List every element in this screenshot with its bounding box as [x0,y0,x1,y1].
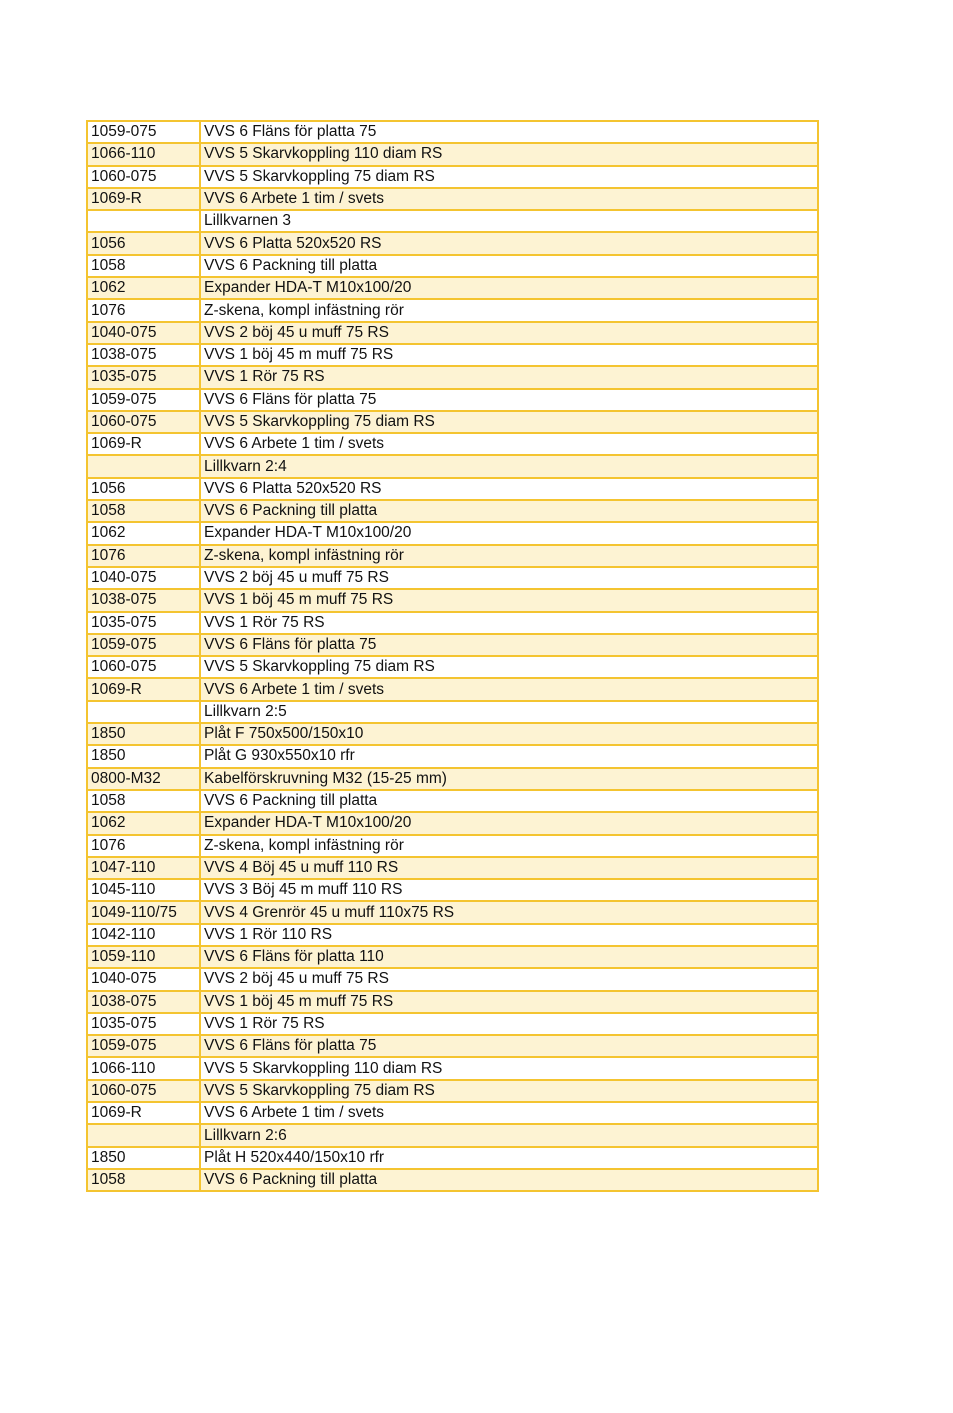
table-row [87,455,818,477]
table-row [87,121,818,143]
description-cell: Kabelförskruvning M32 (15-25 mm) [200,768,818,790]
table-row [87,411,818,433]
article-number-cell: 1059-075 [87,389,200,411]
description-cell: VVS 1 Rör 75 RS [200,612,818,634]
article-number-cell: 1069-R [87,433,200,455]
description-cell: Expander HDA-T M10x100/20 [200,812,818,834]
table-row [87,901,818,923]
table-row [87,277,818,299]
table-row [87,946,818,968]
article-number-cell: 1060-075 [87,656,200,678]
article-number-cell: 1060-075 [87,411,200,433]
article-number-cell: 1038-075 [87,344,200,366]
description-cell: VVS 6 Packning till platta [200,1169,818,1191]
description-cell: VVS 1 böj 45 m muff 75 RS [200,344,818,366]
article-number-cell: 1035-075 [87,612,200,634]
table-row [87,1147,818,1169]
table-row [87,433,818,455]
description-cell: Lillkvarn 2:5 [200,701,818,723]
description-cell: VVS 6 Packning till platta [200,790,818,812]
table-row [87,166,818,188]
article-number-cell: 0800-M32 [87,768,200,790]
table-row [87,589,818,611]
table-row [87,991,818,1013]
description-cell: Expander HDA-T M10x100/20 [200,277,818,299]
description-cell: VVS 6 Arbete 1 tim / svets [200,1102,818,1124]
description-cell: VVS 2 böj 45 u muff 75 RS [200,322,818,344]
article-number-cell: 1047-110 [87,857,200,879]
table-row [87,701,818,723]
description-cell: VVS 1 böj 45 m muff 75 RS [200,589,818,611]
article-number-cell: 1058 [87,790,200,812]
table-row [87,567,818,589]
article-number-cell: 1049-110/75 [87,901,200,923]
description-cell: Lillkvarn 2:4 [200,455,818,477]
table-row [87,612,818,634]
description-cell: VVS 6 Arbete 1 tim / svets [200,678,818,700]
table-row [87,143,818,165]
description-cell: VVS 6 Fläns för platta 110 [200,946,818,968]
table-row [87,835,818,857]
table-row [87,1057,818,1079]
description-cell: VVS 4 Böj 45 u muff 110 RS [200,857,818,879]
article-number-cell: 1042-110 [87,924,200,946]
table-row [87,1169,818,1191]
description-cell: VVS 6 Fläns för platta 75 [200,1035,818,1057]
article-number-cell: 1076 [87,545,200,567]
description-cell: VVS 5 Skarvkoppling 75 diam RS [200,411,818,433]
table-row [87,812,818,834]
table-row [87,389,818,411]
table-row [87,255,818,277]
article-number-cell [87,455,200,477]
article-number-cell: 1066-110 [87,143,200,165]
article-number-cell: 1850 [87,723,200,745]
table-row [87,857,818,879]
description-cell: VVS 5 Skarvkoppling 110 diam RS [200,1057,818,1079]
parts-table-body [87,121,818,1191]
article-number-cell: 1056 [87,232,200,254]
article-number-cell: 1058 [87,255,200,277]
description-cell: VVS 6 Platta 520x520 RS [200,232,818,254]
description-cell: Expander HDA-T M10x100/20 [200,522,818,544]
description-cell: VVS 3 Böj 45 m muff 110 RS [200,879,818,901]
article-number-cell: 1040-075 [87,968,200,990]
table-row [87,879,818,901]
article-number-cell: 1062 [87,522,200,544]
description-cell: Z-skena, kompl infästning rör [200,299,818,321]
description-cell: VVS 4 Grenrör 45 u muff 110x75 RS [200,901,818,923]
article-number-cell: 1850 [87,745,200,767]
description-cell: VVS 1 Rör 75 RS [200,1013,818,1035]
article-number-cell: 1059-075 [87,634,200,656]
table-row [87,968,818,990]
table-row [87,768,818,790]
description-cell: VVS 6 Packning till platta [200,500,818,522]
description-cell: VVS 6 Packning till platta [200,255,818,277]
table-row [87,678,818,700]
table-row [87,210,818,232]
table-row [87,745,818,767]
table-row [87,1035,818,1057]
description-cell: VVS 6 Fläns för platta 75 [200,389,818,411]
table-row [87,723,818,745]
article-number-cell: 1040-075 [87,322,200,344]
description-cell: Lillkvarn 2:6 [200,1124,818,1146]
description-cell: VVS 1 böj 45 m muff 75 RS [200,991,818,1013]
description-cell: VVS 6 Arbete 1 tim / svets [200,433,818,455]
article-number-cell: 1059-075 [87,1035,200,1057]
table-row [87,1102,818,1124]
article-number-cell: 1069-R [87,188,200,210]
article-number-cell: 1069-R [87,678,200,700]
description-cell: VVS 5 Skarvkoppling 110 diam RS [200,143,818,165]
article-number-cell: 1060-075 [87,1080,200,1102]
table-row [87,1013,818,1035]
table-row [87,522,818,544]
description-cell: VVS 6 Arbete 1 tim / svets [200,188,818,210]
parts-table [86,120,819,1192]
article-number-cell: 1059-075 [87,121,200,143]
table-row [87,545,818,567]
article-number-cell: 1056 [87,478,200,500]
table-row [87,322,818,344]
description-cell: Plåt H 520x440/150x10 rfr [200,1147,818,1169]
article-number-cell: 1069-R [87,1102,200,1124]
parts-table-container [86,120,819,1192]
description-cell: VVS 5 Skarvkoppling 75 diam RS [200,1080,818,1102]
article-number-cell: 1076 [87,835,200,857]
description-cell: VVS 5 Skarvkoppling 75 diam RS [200,656,818,678]
description-cell: VVS 6 Platta 520x520 RS [200,478,818,500]
article-number-cell [87,701,200,723]
article-number-cell: 1066-110 [87,1057,200,1079]
description-cell: Plåt F 750x500/150x10 [200,723,818,745]
table-row [87,478,818,500]
table-row [87,634,818,656]
description-cell: Lillkvarnen 3 [200,210,818,232]
table-row [87,656,818,678]
table-row [87,188,818,210]
description-cell: VVS 2 böj 45 u muff 75 RS [200,567,818,589]
description-cell: VVS 5 Skarvkoppling 75 diam RS [200,166,818,188]
article-number-cell: 1060-075 [87,166,200,188]
article-number-cell: 1035-075 [87,366,200,388]
article-number-cell [87,210,200,232]
description-cell: VVS 2 böj 45 u muff 75 RS [200,968,818,990]
table-row [87,366,818,388]
table-row [87,1080,818,1102]
description-cell: Z-skena, kompl infästning rör [200,545,818,567]
description-cell: VVS 1 Rör 75 RS [200,366,818,388]
table-row [87,790,818,812]
table-row [87,344,818,366]
article-number-cell: 1062 [87,812,200,834]
article-number-cell: 1058 [87,1169,200,1191]
article-number-cell: 1038-075 [87,589,200,611]
article-number-cell: 1059-110 [87,946,200,968]
description-cell: Plåt G 930x550x10 rfr [200,745,818,767]
table-row [87,232,818,254]
description-cell: VVS 6 Fläns för platta 75 [200,634,818,656]
table-row [87,299,818,321]
article-number-cell: 1076 [87,299,200,321]
article-number-cell: 1035-075 [87,1013,200,1035]
description-cell: VVS 1 Rör 110 RS [200,924,818,946]
article-number-cell: 1040-075 [87,567,200,589]
description-cell: Z-skena, kompl infästning rör [200,835,818,857]
article-number-cell: 1045-110 [87,879,200,901]
article-number-cell: 1038-075 [87,991,200,1013]
article-number-cell: 1850 [87,1147,200,1169]
table-row [87,500,818,522]
description-cell: VVS 6 Fläns för platta 75 [200,121,818,143]
article-number-cell [87,1124,200,1146]
table-row [87,924,818,946]
article-number-cell: 1062 [87,277,200,299]
table-row [87,1124,818,1146]
article-number-cell: 1058 [87,500,200,522]
